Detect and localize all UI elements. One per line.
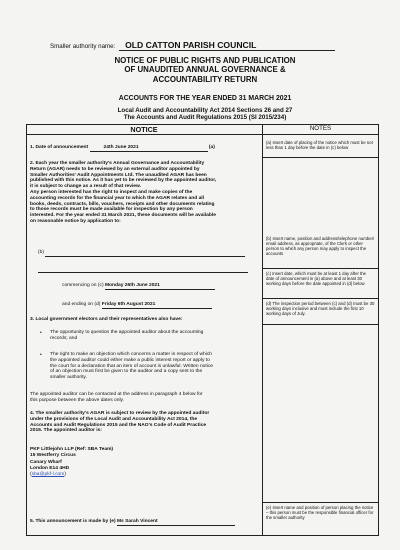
contact-line-2 xyxy=(38,266,248,273)
title-line-3: ACCOUNTABILITY RETURN xyxy=(152,74,258,84)
paragraph-4 xyxy=(30,411,260,434)
p2-line: published with this notice. As it has yet to be reviewed by the appointed auditor, xyxy=(30,178,217,184)
note-rule xyxy=(262,157,379,158)
column-divider xyxy=(262,124,263,536)
p2-line: 2. Each year the smaller authority's Annual Governance and Accountability xyxy=(30,161,205,166)
p2-line: it is subject to change as a result of that review. xyxy=(30,184,141,190)
accounts-year-line: ACCOUNTS FOR THE YEAR ENDED 31 MARCH 2021 xyxy=(118,95,292,102)
announcement-date-label: 1. Date of announcement xyxy=(30,145,89,150)
p2-line: Return (AGAR) needs to be reviewed by an external auditor appointed by xyxy=(30,166,200,172)
p2-line: on reasonable notice by application to: xyxy=(30,218,121,224)
note-rule xyxy=(262,268,379,269)
bullet-2-line: the court for a declaration that an item of account is unlawful. Written notice xyxy=(50,363,214,369)
bullet-2-line: the appointed auditor could either make a public interest report or apply to xyxy=(50,357,210,363)
note-rule xyxy=(262,502,379,503)
bullet-1-line: The opportunity to question the appointed auditor about the accounting xyxy=(50,330,204,335)
bullet-2 xyxy=(50,352,260,381)
contact-note-line: The appointed auditor can be contacted at the address in paragraph 4 below for xyxy=(30,392,203,397)
bullet-1 xyxy=(50,330,260,342)
title-line-1: NOTICE OF PUBLIC RIGHTS AND PUBLICATION xyxy=(114,56,296,65)
note-rule xyxy=(262,324,379,325)
announcement-date-field xyxy=(90,145,208,152)
auditor-name: PKF Littlejohn LLP (Ref: SBA Team) xyxy=(30,447,114,452)
p2-line: Smaller Authorities' Audit Appointments Ltd. The unaudited AGAR has been xyxy=(30,172,207,178)
notice-title xyxy=(60,56,350,84)
auditor-address xyxy=(30,447,260,478)
p4-line: under the provisions of the Local Audit and Accountability Act 2014, the xyxy=(30,416,198,422)
commencing-date: Monday 26th June 2021 xyxy=(104,283,160,288)
contact-field xyxy=(45,250,245,257)
note-d: (d) The inspection period between (c) and (d) must be 30 working days inclusive and must include the first 10 working days of July. xyxy=(266,301,375,316)
auditor-street: 15 Westferry Circus xyxy=(30,453,76,459)
bullet-2-line: of an objection must first be given to the auditor and a copy sent to the xyxy=(50,369,203,375)
auditor-postcode: London E14 4HD xyxy=(30,465,70,471)
bullet-dot: • xyxy=(40,352,42,358)
bullet-2-line: smaller authority. xyxy=(50,375,87,381)
paragraph-5 xyxy=(30,519,235,526)
ending-line xyxy=(62,302,212,309)
p2-line: books, deeds, contracts, bills, vouchers, receipts and other documents relating xyxy=(30,201,215,207)
paragraph-3-heading: 3. Local government electors and their representatives also have: xyxy=(30,317,183,322)
bullet-2-line: The right to make an objection which concerns a matter in respect of which xyxy=(50,352,213,357)
notes-column-header: NOTES xyxy=(309,125,332,132)
auditor-email-link[interactable]: sba@pkf-l.com xyxy=(31,472,65,478)
announcement-date-value: 24th June 2021 xyxy=(103,145,139,150)
act-line-1: Local Audit and Accountability Act 2014 Sections 26 and 27 xyxy=(117,107,293,114)
header-rule xyxy=(26,134,379,135)
authority-label: Smaller authority name: xyxy=(50,43,116,50)
auditor-area: Canary Wharf xyxy=(30,459,62,465)
ending-field xyxy=(102,302,212,309)
commencing-field xyxy=(105,283,215,290)
bullet-1-line: records; and xyxy=(50,335,78,341)
note-a-ref: (a) xyxy=(208,145,215,150)
ending-label: and ending on (d) xyxy=(62,302,101,307)
p2-line: Any person interested has the right to inspect and make copies of the xyxy=(30,189,193,195)
note-a: (a) Insert date of placing of the notice which must be not less than 1 day before the date in (c) below xyxy=(266,140,373,150)
announcer-field xyxy=(117,519,235,526)
paragraph-2-bold xyxy=(30,161,260,225)
note-rule xyxy=(262,298,379,299)
contact-line xyxy=(38,250,245,257)
p4-line: 4. The smaller authority's AGAR is subject to review by the appointed auditor xyxy=(30,411,210,416)
p4-line: Accounts and Audit Regulations 2015 and the NAO's Code of Audit Practice xyxy=(30,422,207,428)
p4-line: 2015. The appointed auditor is: xyxy=(30,428,103,434)
auditor-email-line: (sba@pkf-l.com) xyxy=(30,472,66,478)
authority-name-line xyxy=(50,40,370,51)
note-c: (c) Insert date, which must be at least 1 day after the date of announcement in (a) above and at least 30 working days before the date appointed in (d) below xyxy=(266,271,367,286)
paragraph-1 xyxy=(30,145,215,152)
announcer-name: Ms Sarah Vincent xyxy=(116,519,158,524)
p2-line: accounting records for the financial year to which the AGAR relates and all xyxy=(30,195,205,201)
notice-column-header: NOTICE xyxy=(130,125,158,134)
note-b: (b) Insert name, position and address/telephone number/ email address, as appropriate, of the Clerk or other person to which any person may apply to inspect the accounts xyxy=(266,236,375,256)
note-e: (e) Insert name and position of person placing the notice – this person must be the responsible financial officer for the smaller authority xyxy=(266,505,374,520)
contact-field-2 xyxy=(38,266,248,273)
p2-line: interested. For the year ended 31 March 2021, these documents will be available xyxy=(30,213,216,219)
ending-date: Friday 6th August 2021 xyxy=(101,302,156,307)
announcer-label: 5. This announcement is made by (e) xyxy=(30,519,116,524)
contact-note-line: this purpose between the above dates only. xyxy=(30,397,124,403)
authority-name: OLD CATTON PARISH COUNCIL xyxy=(119,40,335,51)
commencing-line xyxy=(62,283,215,290)
bullet-dot: • xyxy=(40,330,42,336)
p2-line: to those records must be made available for inspection by any person xyxy=(30,207,193,213)
note-b-ref: (b) xyxy=(38,250,44,255)
title-line-2: OF UNAUDITED ANNUAL GOVERNANCE & xyxy=(124,65,286,75)
legislation-reference xyxy=(60,107,350,122)
commencing-label: commencing on (c) xyxy=(62,283,104,288)
act-line-2: The Accounts and Audit Regulations 2015 (SI 2015/234) xyxy=(123,114,287,122)
auditor-contact-note xyxy=(30,392,260,404)
